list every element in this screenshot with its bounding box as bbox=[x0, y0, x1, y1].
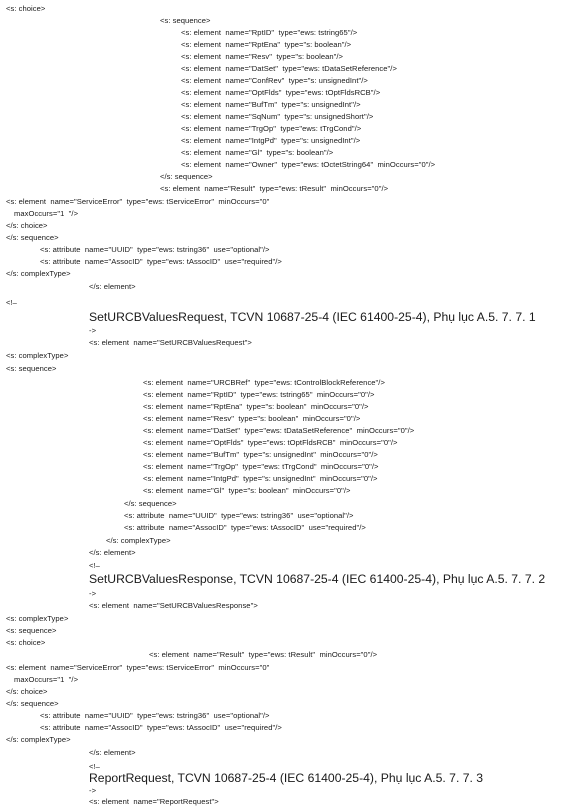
code-line: </s: element> bbox=[89, 548, 136, 557]
code-line: <s: attribute name="UUID" type="ews: tstring36" use="optional"/> bbox=[40, 711, 270, 720]
section-heading: SetURCBValuesRequest, TCVN 10687-25-4 (IEC 61400-25-4), Phụ lục A.5. 7. 7. 1 bbox=[89, 310, 536, 324]
code-line: <s: element name="SetURCBValuesRequest"> bbox=[89, 338, 252, 347]
code-line: <s: element name="DatSet" type="ews: tDataSetReference" minOccurs="0"/> bbox=[143, 426, 415, 435]
code-line: <!– bbox=[6, 298, 17, 307]
code-line: </s: complexType> bbox=[6, 269, 71, 278]
code-line: <s: element name="Gl" type="s: boolean"/> bbox=[181, 148, 334, 157]
code-line: </s: sequence> bbox=[160, 172, 213, 181]
code-line: </s: element> bbox=[89, 748, 136, 757]
code-line: <s: element name="Result" type="ews: tResult" minOccurs="0"/> bbox=[149, 650, 378, 659]
code-line: <s: element name="ServiceError" type="ews: tServiceError" minOccurs="0" bbox=[6, 197, 270, 206]
code-line: <s: element name="OptFlds" type="ews: tOptFldsRCB"/> bbox=[181, 88, 381, 97]
code-line: <s: element name="BufTm" type="s: unsignedInt"/> bbox=[181, 100, 361, 109]
code-line: maxOccurs="1 "/> bbox=[14, 675, 79, 684]
code-line: <s: element name="SetURCBValuesResponse"> bbox=[89, 601, 258, 610]
code-line: <s: element name="Result" type="ews: tResult" minOccurs="0"/> bbox=[160, 184, 389, 193]
code-line: <s: choice> bbox=[6, 638, 46, 647]
code-line: <s: sequence> bbox=[160, 16, 211, 25]
code-line: </s: choice> bbox=[6, 221, 48, 230]
code-line: </s: element> bbox=[89, 282, 136, 291]
code-line: maxOccurs="1 "/> bbox=[14, 209, 79, 218]
code-line: <s: attribute name="AssocID" type="ews: tAssocID" use="required"/> bbox=[40, 257, 282, 266]
code-line: <s: element name="ConfRev" type="s: unsignedInt"/> bbox=[181, 76, 368, 85]
code-line: <s: element name="Owner" type="ews: tOctetString64" minOccurs="0"/> bbox=[181, 160, 436, 169]
section-heading: SetURCBValuesResponse, TCVN 10687-25-4 (IEC 61400-25-4), Phụ lục A.5. 7. 7. 2 bbox=[89, 572, 546, 586]
code-line: -> bbox=[89, 786, 97, 795]
code-line: </s: complexType> bbox=[6, 735, 71, 744]
code-line: <s: attribute name="AssocID" type="ews: tAssocID" use="required"/> bbox=[40, 723, 282, 732]
code-line: <s: element name="TrgOp" type="ews: tTrgCond" minOccurs="0"/> bbox=[143, 462, 379, 471]
code-line: <s: element name="RptID" type="ews: tstring65" minOccurs="0"/> bbox=[143, 390, 375, 399]
code-line: <s: sequence> bbox=[6, 364, 57, 373]
code-line: <!– bbox=[89, 762, 100, 771]
code-line: <!– bbox=[89, 561, 100, 570]
code-line: <s: element name="SqNum" type="s: unsignedShort"/> bbox=[181, 112, 374, 121]
code-line: <s: sequence> bbox=[6, 626, 57, 635]
code-line: <s: complexType> bbox=[6, 614, 69, 623]
section-heading: ReportRequest, TCVN 10687-25-4 (IEC 61400-25-4), Phụ lục A.5. 7. 7. 3 bbox=[89, 771, 484, 785]
code-line: <s: attribute name="UUID" type="ews: tstring36" use="optional"/> bbox=[124, 511, 354, 520]
code-line: <s: attribute name="UUID" type="ews: tstring36" use="optional"/> bbox=[40, 245, 270, 254]
code-line: <s: element name="IntgPd" type="s: unsignedInt"/> bbox=[181, 136, 361, 145]
code-line: <s: element name="Resv" type="s: boolean" minOccurs="0"/> bbox=[143, 414, 361, 423]
code-line: -> bbox=[89, 326, 97, 335]
code-line: </s: complexType> bbox=[106, 536, 171, 545]
code-line: <s: element name="ReportRequest"> bbox=[89, 797, 219, 806]
code-line: </s: sequence> bbox=[6, 699, 59, 708]
code-line: <s: element name="RptID" type="ews: tstring65"/> bbox=[181, 28, 358, 37]
code-line: <s: element name="Gl" type="s: boolean" minOccurs="0"/> bbox=[143, 486, 351, 495]
code-line: <s: element name="URCBRef" type="ews: tControlBlockReference"/> bbox=[143, 378, 385, 387]
code-line: <s: element name="TrgOp" type="ews: tTrgCond"/> bbox=[181, 124, 362, 133]
code-line: <s: element name="RptEna" type="s: boolean"/> bbox=[181, 40, 352, 49]
code-line: <s: attribute name="AssocID" type="ews: tAssocID" use="required"/> bbox=[124, 523, 366, 532]
code-line: <s: element name="IntgPd" type="s: unsignedInt" minOccurs="0"/> bbox=[143, 474, 378, 483]
code-line: </s: sequence> bbox=[124, 499, 177, 508]
code-line: <s: element name="BufTm" type="s: unsignedInt" minOccurs="0"/> bbox=[143, 450, 378, 459]
code-line: </s: choice> bbox=[6, 687, 48, 696]
code-line: <s: choice> bbox=[6, 4, 46, 13]
code-line: <s: element name="Resv" type="s: boolean"/> bbox=[181, 52, 344, 61]
code-line: </s: sequence> bbox=[6, 233, 59, 242]
code-line: <s: complexType> bbox=[6, 351, 69, 360]
code-line: <s: element name="OptFlds" type="ews: tOptFldsRCB" minOccurs="0"/> bbox=[143, 438, 398, 447]
code-line: <s: element name="ServiceError" type="ews: tServiceError" minOccurs="0" bbox=[6, 663, 270, 672]
code-line: <s: element name="RptEna" type="s: boolean" minOccurs="0"/> bbox=[143, 402, 369, 411]
code-line: -> bbox=[89, 589, 97, 598]
code-line: <s: element name="DatSet" type="ews: tDataSetReference"/> bbox=[181, 64, 397, 73]
